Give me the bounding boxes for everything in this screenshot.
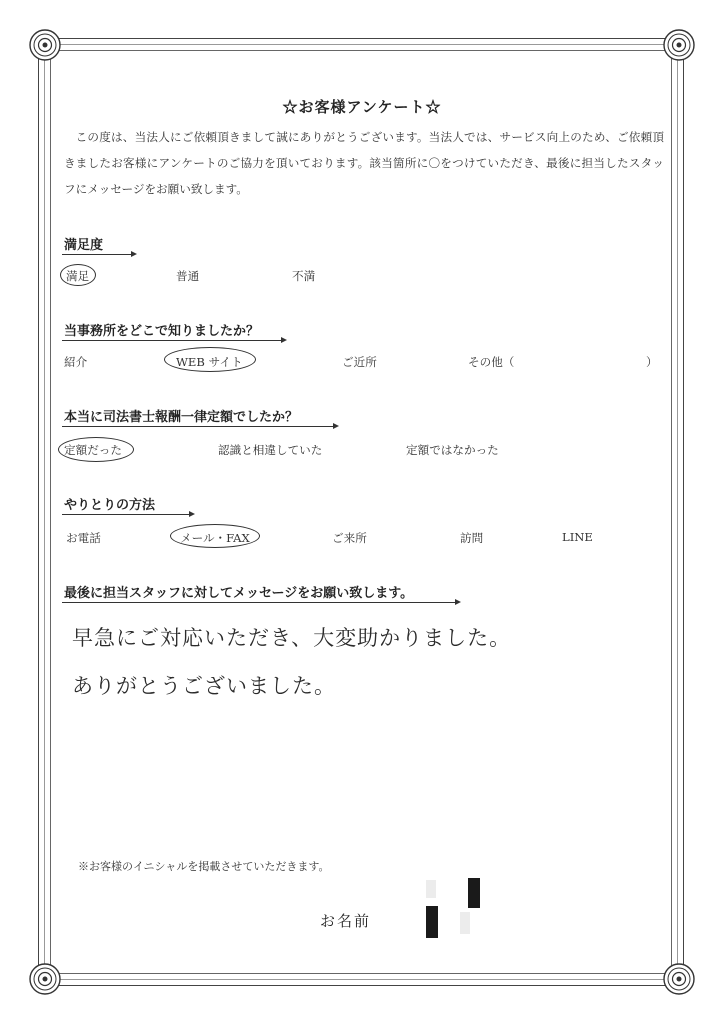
- redacted-initial: [468, 878, 480, 908]
- question-underline: [62, 340, 282, 341]
- option-visit-office[interactable]: ご来所: [332, 531, 367, 545]
- option-fixed[interactable]: 定額だった: [64, 443, 122, 457]
- name-label: お名前: [320, 912, 372, 930]
- option-dissatisfied[interactable]: 不満: [292, 269, 316, 283]
- survey-title: ☆お客様アンケート☆: [282, 98, 442, 116]
- option-line[interactable]: LINE: [562, 530, 593, 544]
- message-prompt: 最後に担当スタッフに対してメッセージをお願い致します。: [64, 586, 414, 601]
- selected-circle-mark: [58, 437, 134, 462]
- question-referral-source: 当事務所をどこで知りましたか？: [64, 324, 260, 339]
- corner-ornament-bottom-right: [662, 962, 696, 996]
- corner-ornament-top-left: [28, 28, 62, 62]
- initials-note: ※お客様のイニシャルを掲載させていただきます。: [78, 860, 330, 873]
- selected-circle-mark: [164, 347, 256, 372]
- option-email-fax[interactable]: メール・FAX: [180, 531, 250, 545]
- option-website[interactable]: WEB サイト: [176, 355, 243, 369]
- option-normal[interactable]: 普通: [176, 269, 200, 283]
- question-underline: [62, 602, 456, 603]
- option-other-close: ）: [646, 355, 658, 369]
- redacted-initial: [460, 912, 470, 934]
- redacted-initial: [426, 880, 436, 898]
- option-not-fixed[interactable]: 定額ではなかった: [406, 443, 499, 457]
- option-different[interactable]: 認識と相違していた: [218, 443, 323, 457]
- option-other[interactable]: その他（: [468, 355, 515, 369]
- option-satisfied[interactable]: 満足: [66, 269, 90, 283]
- intro-text: この度は、当法人にご依頼頂きまして誠にありがとうございます。当法人では、サービス向上のため、ご依頼頂きましたお客様にアンケートのご協力を頂いております。該当箇所に〇をつけていただき、最後に担当したスタッフにメッセージをお願い致します。: [64, 130, 664, 196]
- handwritten-message-line-2: ありがとうございました。: [72, 674, 336, 698]
- question-contact-method: やりとりの方法: [64, 498, 156, 513]
- option-neighborhood[interactable]: ご近所: [342, 355, 377, 369]
- redacted-initial: [426, 906, 438, 938]
- question-underline: [62, 426, 334, 427]
- intro-paragraph: [64, 124, 664, 202]
- option-phone[interactable]: お電話: [66, 531, 101, 545]
- option-referral[interactable]: 紹介: [64, 355, 88, 369]
- corner-ornament-bottom-left: [28, 962, 62, 996]
- question-underline: [62, 514, 190, 515]
- selected-circle-mark: [170, 524, 260, 548]
- option-home-visit[interactable]: 訪問: [460, 531, 484, 545]
- handwritten-message-line-1: 早急にご対応いただき、大変助かりました。: [72, 626, 512, 650]
- corner-ornament-top-right: [662, 28, 696, 62]
- question-satisfaction: 満足度: [64, 238, 104, 253]
- question-fixed-fee: 本当に司法書士報酬一律定額でしたか？: [64, 410, 299, 425]
- selected-circle-mark: [60, 264, 96, 286]
- question-underline: [62, 254, 132, 255]
